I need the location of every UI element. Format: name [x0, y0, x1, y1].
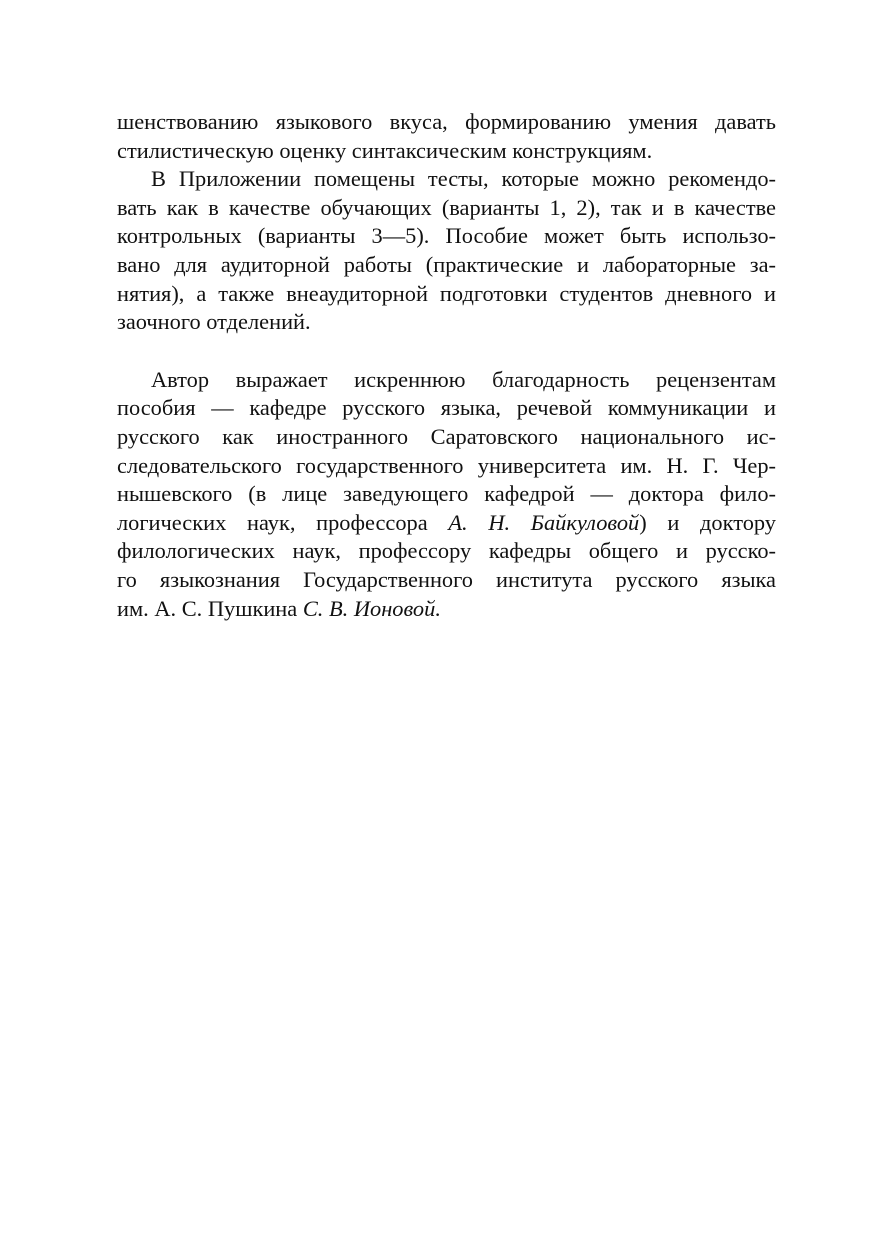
reviewer-name: А. Н. Байкуловой: [448, 509, 640, 535]
text-line: филологических наук, профессору кафедры общего и русско-: [117, 538, 776, 564]
text-line: шенствованию языкового вкуса, формированию умения давать: [117, 109, 776, 134]
text-line: [117, 595, 776, 624]
paragraph-appendix: [117, 165, 776, 337]
text-line: Автор выражает искреннюю благодарность рецензентам: [151, 366, 776, 392]
text-line: контрольных (варианты 3—5). Пособие может быть использо-: [117, 223, 776, 249]
document-page: [117, 108, 776, 623]
text-run: им. А. С. Пушкина: [117, 595, 303, 621]
text-line: нышевского (в лице заведующего кафедрой — доктора фило-: [117, 481, 776, 507]
text-line: В Приложении помещены тесты, которые можно рекомендо-: [151, 166, 776, 192]
text-line: заочного отделений.: [117, 309, 311, 335]
text-line: русского как иностранного Саратовского национального ис-: [117, 423, 776, 449]
reviewer-name: С. В. Ионовой.: [302, 595, 441, 621]
text-line: вано для аудиторной работы (практические и лабораторные за-: [117, 251, 776, 277]
text-line: вать как в качестве обучающих (варианты 1, 2), так и в качестве: [117, 194, 776, 220]
paragraph-gap: [117, 337, 776, 366]
text-line: нятия), а также внеаудиторной подготовки студентов дневного и: [117, 280, 776, 306]
text-line: пособия — кафедре русского языка, речевой коммуникации и: [117, 395, 776, 421]
text-line: [117, 509, 776, 538]
text-line: следовательского государственного университета им. Н. Г. Чер-: [117, 452, 776, 478]
paragraph-continuation: [117, 108, 776, 165]
paragraph-acknowledgements: [117, 366, 776, 623]
text-run: логических наук, профессора: [117, 509, 449, 535]
text-line: стилистическую оценку синтаксическим конструкциям.: [117, 137, 653, 163]
text-line: го языкознания Государственного института русского языка: [117, 566, 776, 592]
text-run: ) и доктору: [639, 509, 776, 535]
